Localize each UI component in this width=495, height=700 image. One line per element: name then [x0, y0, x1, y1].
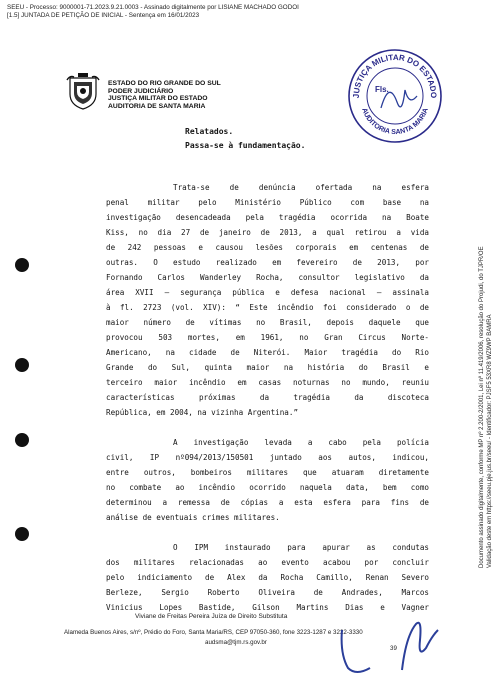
court-state: ESTADO DO RIO GRANDE DO SUL [108, 80, 221, 87]
punch-hole [15, 433, 29, 447]
paragraph-line: civil, IP nº094/2013/150501 juntado aos autos, indicou, [106, 453, 429, 462]
coat-of-arms-icon [66, 72, 100, 110]
paragraph-line: República, em 2004, na vizinha Argentina.” [106, 408, 299, 417]
punch-hole [15, 358, 29, 372]
page-number: 39 [390, 645, 397, 652]
stamp-bottom-text: AUDITORIA SANTA MARIA [360, 107, 430, 137]
paragraph-line: de 242 pessoas e causou lesões corporais em centenas de [106, 243, 429, 252]
paragraph-line: terceiro maior incêndio em casas noturnas no mundo, reuniu [106, 378, 429, 387]
court-justice: JUSTIÇA MILITAR DO ESTADO [108, 95, 208, 103]
paragraph-line: características próximas da tragédia da discoteca [106, 393, 429, 402]
paragraph-line: Americano, na cidade de Niterói. Maior tragédia do Rio [106, 348, 429, 357]
punch-hole [15, 258, 29, 272]
court-auditoria: AUDITORIA DE SANTA MARIA [108, 102, 206, 110]
court-power: PODER JUDICIÁRIO [108, 87, 174, 95]
paragraph-line: penal militar pelo Ministério Público com base na [106, 198, 429, 207]
svg-text:JUSTIÇA MILITAR DO ESTADO [352, 53, 438, 98]
svg-text:AUDITORIA SANTA MARIA [360, 107, 430, 136]
official-stamp [345, 46, 445, 146]
paragraph-line: Vinicius Lopes Bastide, Gilson Martins Dias e Vagner [106, 603, 429, 612]
digital-signature-line-2: Validação deste em https://seeu.pje.jus.br/seeu/ - Identificador: PJSF5 53XR8 WZ9WP BAMRA [487, 314, 493, 568]
paragraph-line: Berleze, Sergio Roberto Oliveira de Andrades, Marcos [106, 588, 429, 597]
paragraph-line: A investigação levada a cabo pela polícia [173, 438, 429, 447]
stamp-fls-label: Fls. [375, 85, 389, 94]
paragraph-line: determinou a remessa de cópias a esta esfera para fins de [106, 498, 429, 507]
paragraph-line: maior número de vítimas no Brasil, depois daquele que [106, 318, 429, 327]
paragraph-line: à fl. 2723 (vol. XIV): “ Este incêndio foi considerado o de [106, 303, 429, 312]
paragraph-line: pelo indiciamento de Alex da Rocha Camillo, Renan Severo [106, 573, 429, 582]
paragraph-line: Grande do Sul, quinta maior na história do Brasil e [106, 363, 429, 372]
paragraph-line: Kiss, no dia 27 de janeiro de 2013, a qual retirou a vida [106, 228, 429, 237]
paragraph-line: no combate ao incêndio ocorrido naquela data, bem como [106, 483, 429, 492]
judge-signature-line: Viviane de Freitas Pereira Juíza de Direito Substituta [135, 613, 288, 620]
paragraph-line: análise de eventuais crimes militares. [106, 513, 280, 522]
paragraph-line: Trata-se de denúncia ofertada na esfera [173, 183, 429, 192]
paragraph-line: entre outros, bombeiros militares que atuaram diretamente [106, 468, 429, 477]
paragraph-line: investigação desencadeada pela tragédia ocorrida na Boate [106, 213, 429, 222]
system-header-line-1: SEEU - Processo: 9000001-71.2023.9.21.0003 - Assinado digitalmente por LISIANE MACHADO GODOI [7, 4, 299, 11]
paragraph-line: O IPM instaurado para apurar as condutas [173, 543, 429, 552]
paragraph-line: área XVII – segurança pública e defesa nacional – assinala [106, 288, 429, 297]
intro-fundamentacao: Passa-se à fundamentação. [185, 141, 306, 150]
handwritten-initials [330, 606, 460, 686]
digital-signature-line-1: Documento assinado digitalmente, conforme MP nº 2.200-2/2001, Lei nº 11.419/2006, resolução do Projudi, do TJPR/OE [479, 246, 485, 568]
court-email: audsma@tjm.rs.gov.br [205, 639, 267, 646]
digital-signature-note [478, 246, 494, 568]
paragraph-line: outras. O estudo realizado em fevereiro de 2013, por [106, 258, 429, 267]
paragraph-line: Fornando Carlos Wanderley Rocha, consultor legislativo da [106, 273, 429, 282]
paragraph-line: provocou 503 mortes, em 1961, no Gran Circus Norte- [106, 333, 429, 342]
system-header-line-2: [1.5] JUNTADA DE PETIÇÃO DE INICIAL - Sentença em 16/01/2023 [7, 12, 200, 19]
court-heading [108, 80, 221, 110]
intro-relatados: Relatados. [185, 127, 234, 136]
stamp-top-text: JUSTIÇA MILITAR DO ESTADO [351, 52, 439, 99]
court-address: Alameda Buenos Aires, s/nº, Prédio do Foro, Santa Maria/RS, CEP 97050-360, fone 3223-1287 e 3222-3330 [64, 629, 363, 636]
punch-hole [15, 527, 29, 541]
paragraph-line: dos militares relacionadas ao evento acabou por concluir [106, 558, 429, 567]
